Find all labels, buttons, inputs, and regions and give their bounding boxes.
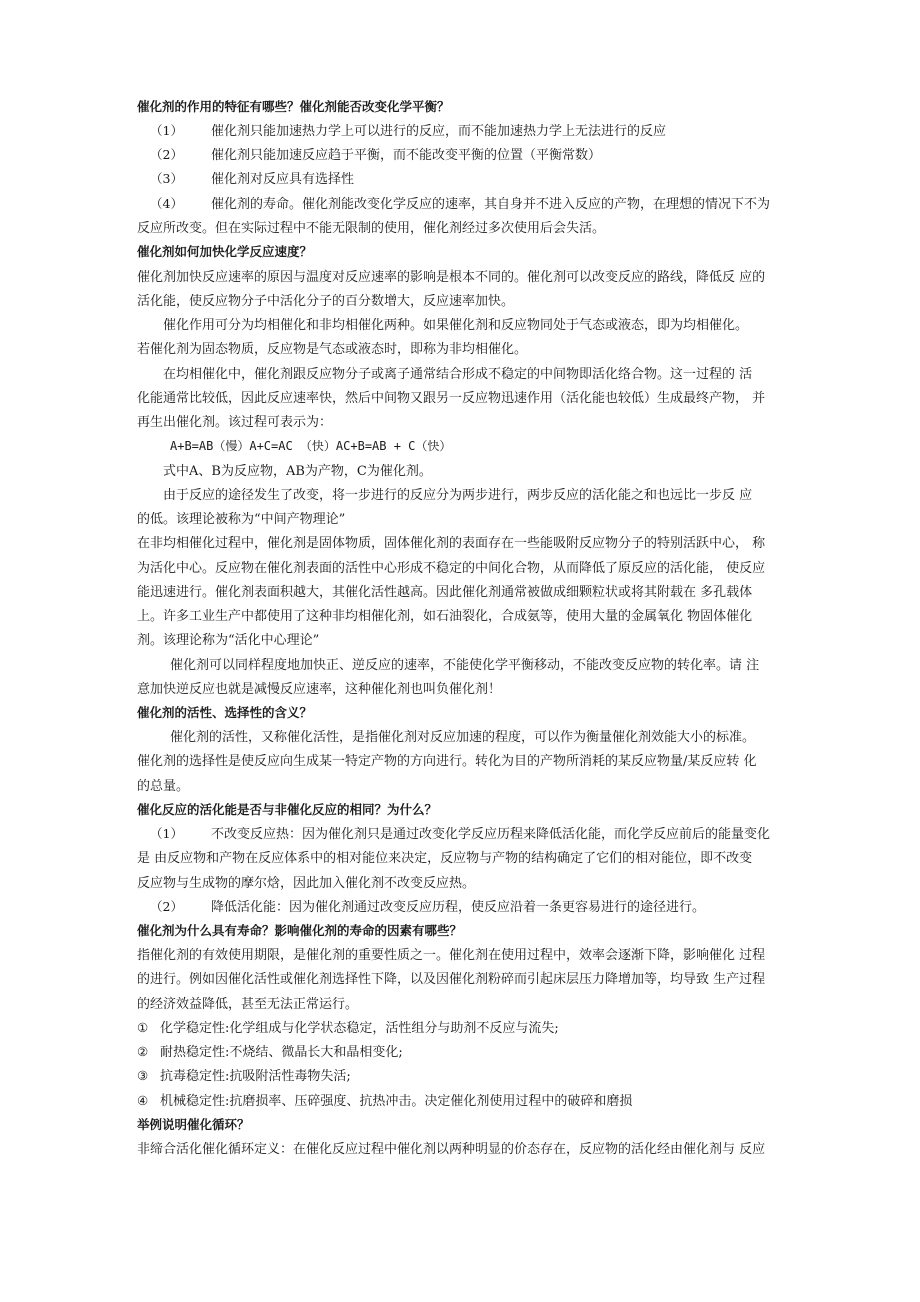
item-text: 催化剂只能加速热力学上可以进行的反应，而不能加速热力学上无法进行的反应 <box>211 124 667 139</box>
factor-marker: ② <box>137 1044 149 1059</box>
paragraph-line: 由于反应的途径发生了改变，将一步进行的反应分为两步进行，两步反应的活化能之和也远比一步反 应 <box>163 488 753 503</box>
paragraph-line: 剂。该理论称为“活化中心理论” <box>137 633 320 648</box>
paragraph-line: 催化剂的活性，又称催化活性，是指催化剂对反应加速的程度，可以作为衡量催化剂效能大小的标准。 <box>170 730 756 745</box>
item-number: （3） <box>150 171 183 186</box>
section-heading-catalyst-features: 催化剂的作用的特征有哪些？催化剂能否改变化学平衡？ <box>137 99 450 114</box>
item-text: 催化剂只能加速反应趋于平衡，而不能改变平衡的位置（平衡常数） <box>211 148 602 163</box>
paragraph-line: 催化作用可分为均相催化和非均相催化两种。如果催化剂和反应物同处于气态或液态，即为均相催化。 <box>163 318 749 333</box>
item-text-continued: 反应所改变。但在实际过程中不能无限制的使用，催化剂经过多次使用后会失活。 <box>137 221 606 236</box>
paragraph-line: 催化剂加快反应速率的原因与温度对反应速率的影响是根本不同的。催化剂可以改变反应的路线，降低反 应的 <box>137 270 766 285</box>
paragraph-line: 在非均相催化过程中，催化剂是固体物质，固体催化剂的表面存在一些能吸附反应物分子的特别活跃中心， 称 <box>137 536 766 551</box>
factor-marker: ① <box>137 1020 149 1035</box>
section-heading-catalyst-lifetime: 催化剂为什么具有寿命？影响催化剂的寿命的因素有哪些？ <box>137 923 463 938</box>
factor-text: 耐热稳定性:不烧结、微晶长大和晶相变化; <box>160 1045 403 1060</box>
paragraph-line: 指催化剂的有效使用期限，是催化剂的重要性质之一。催化剂在使用过程中，效率会逐渐下降，影响催化 过程 <box>137 948 766 963</box>
section-heading-activation-energy: 催化反应的活化能是否与非催化反应的相同？为什么？ <box>137 802 438 817</box>
paragraph-line: 若催化剂为固态物质，反应物是气态或液态时，即称为非均相催化。 <box>137 342 528 357</box>
paragraph-line: 的进行。例如因催化活性或催化剂选择性下降，以及因催化剂粉碎而引起床层压力降增加等，均导致 生产过程 <box>137 972 766 987</box>
item-text: 催化剂的寿命。催化剂能改变化学反应的速率，其自身并不进入反应的产物，在理想的情况下不为 <box>211 197 771 212</box>
factor-marker: ③ <box>137 1068 149 1083</box>
section-heading-activity-selectivity: 催化剂的活性、选择性的含义？ <box>137 705 313 720</box>
paragraph-line: 能迅速进行。催化剂表面积越大，其催化活性越高。因此催化剂通常被做成细颗粒状或将其附载在 多孔载体 <box>137 585 753 600</box>
paragraph-line: 活化能，使反应物分子中活化分子的百分数增大，反应速率加快。 <box>137 294 515 309</box>
paragraph-line: 催化剂的选择性是使反应向生成某一特定产物的方向进行。转化为目的产物所消耗的某反应物量/某反应转 化 <box>137 754 757 769</box>
item-number: （4） <box>150 196 183 211</box>
factor-text: 化学稳定性:化学组成与化学状态稳定，活性组分与助剂不反应与流失; <box>160 1021 559 1036</box>
section-heading-catalytic-cycle: 举例说明催化循环？ <box>137 1117 250 1132</box>
paragraph-line: 的经济效益降低，甚至无法正常运行。 <box>137 997 359 1012</box>
item-text-continued: 是 由反应物和产物在反应体系中的相对能位来决定，反应物与产物的结构确定了它们的相对能位，即不改变 <box>137 851 753 866</box>
paragraph-line: 的总量。 <box>137 779 190 794</box>
factor-text: 抗毒稳定性:抗吸附活性毒物失活; <box>160 1069 351 1084</box>
section-heading-speed-up: 催化剂如何加快化学反应速度？ <box>137 244 313 259</box>
item-number: （1） <box>150 826 183 841</box>
item-number: （2） <box>150 899 183 914</box>
paragraph-line: 再生出催化剂。该过程可表示为： <box>137 415 333 430</box>
item-text-continued: 反应物与生成物的摩尔焓，因此加入催化剂不改变反应热。 <box>137 876 476 891</box>
item-text: 不改变反应热：因为催化剂只是通过改变化学反应历程来降低活化能，而化学反应前后的能量变化 <box>211 827 771 842</box>
factor-marker: ④ <box>137 1093 149 1108</box>
paragraph-line: 非缔合活化催化循环定义：在催化反应过程中催化剂以两种明显的价态存在，反应物的活化经由催化剂与 反应 <box>137 1142 766 1157</box>
paragraph-line: 式中A、B为反应物，AB为产物，C为催化剂。 <box>163 464 432 479</box>
paragraph-line: 催化剂可以同样程度地加快正、逆反应的速率，不能使化学平衡移动，不能改变反应物的转化率。请 注 <box>170 658 760 673</box>
paragraph-line: 在均相催化中，催化剂跟反应物分子或离子通常结合形成不稳定的中间物即活化络合物。这一过程的 活 <box>163 367 753 382</box>
item-text: 降低活化能：因为催化剂通过改变反应历程，使反应沿着一条更容易进行的途径进行。 <box>211 900 706 915</box>
item-text: 催化剂对反应具有选择性 <box>211 172 355 187</box>
paragraph-line: 意加快逆反应也就是减慢反应速率，这种催化剂也叫负催化剂！ <box>137 682 502 697</box>
paragraph-line: 的低。该理论被称为“中间产物理论” <box>137 512 346 527</box>
paragraph-line: 化能通常比较低，因此反应速率快，然后中间物又跟另一反应物迅速作用（活化能也较低）生成最终产物， 并 <box>137 391 766 406</box>
factor-text: 机械稳定性:抗磨损率、压碎强度、抗热冲击。决定催化剂使用过程中的破碎和磨损 <box>160 1094 633 1109</box>
item-number: （1） <box>150 123 183 138</box>
reaction-formula: A+B=AB（慢）A+C=AC （快）AC+B=AB + C（快） <box>170 439 452 453</box>
paragraph-line: 上。许多工业生产中都使用了这种非均相催化剂，如石油裂化，合成氨等，使用大量的金属氧化 物固体催化 <box>137 609 753 624</box>
item-number: （2） <box>150 147 183 162</box>
paragraph-line: 为活化中心。反应物在催化剂表面的活性中心形成不稳定的中间化合物，从而降低了原反应的活化能， 使反应 <box>137 561 766 576</box>
